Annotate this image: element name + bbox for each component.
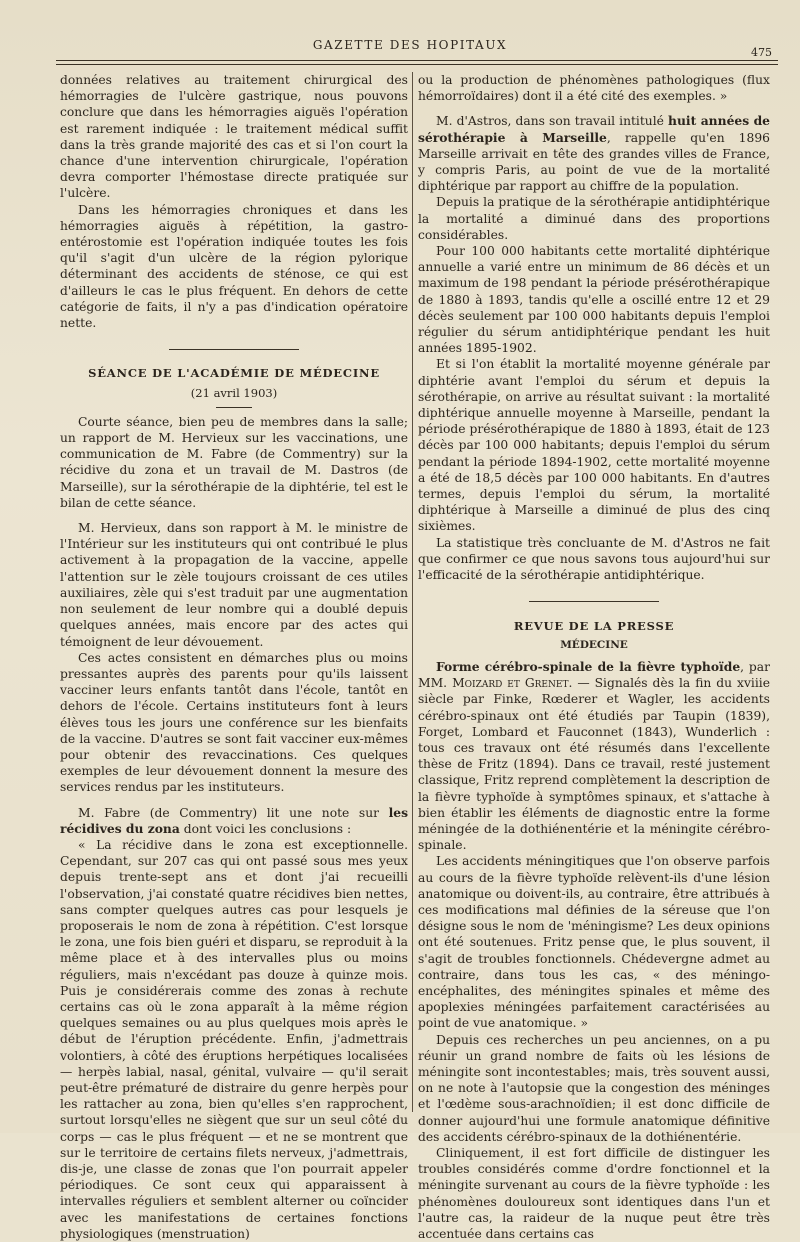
- typhoid-authors: Moizard et Grenet: [452, 676, 569, 691]
- section-separator-2: [418, 593, 770, 609]
- section-subtitle-medecine: MÉDECINE: [560, 638, 628, 651]
- paragraph-fabre-quote: « La récidive dans le zona est exceptionnelle. Cependant, sur 207 cas qui ont passé sous mes yeux depuis trente-sept ans et dont j'ai recueilli l'observation, j'ai constaté quatre récidives bien nettes, sans compter quelques autres cas pour lesquels je proposerais le nom de zona à répétition. C'est lorsque le zona, une fois bien guéri et disparu, se reproduit à la même place et à des intervalles plus ou moins réguliers, mais n'excédant pas douze à quinze mois. Puis je considérerais comme des zonas à rechute certains cas où le zona apparaît à la même région quelques semaines ou au plus quelques mois après le début de l'éruption précédente. Enfin, j'admettrais volontiers, à côté des éruptions herpétiques localisées — herpès labial, nasal, génital, vulvaire — qu'il serait peut-être prématuré de distraire du genre herpès pour les rattacher au zona, bien qu'elles s'en rapprochent, surtout lorsqu'elles ne siègent que sur un seul côté du corps — cas le plus fréquent — et ne se montrent que sur le territoire de certains filets nerveux, j'admettrais, dis-je, une classe de zonas que l'on pourrait appeler périodiques. Ce sont ceux qui apparaissent à intervalles réguliers et semblent alterner ou coïncider avec les manifestations de certaines fonctions physiologiques (menstruation): [60, 837, 408, 1241]
- astros-title: huit années de sérothérapie à Marseille: [418, 113, 771, 145]
- section-title-academie: SÉANCE DE L'ACADÉMIE DE MÉDECINE: [88, 366, 380, 381]
- section-title-revue: REVUE DE LA PRESSE: [513, 618, 675, 633]
- header-rule-top: [56, 60, 778, 61]
- masthead-title: GAZETTE DES HOPITAUX: [312, 38, 508, 52]
- astros-lead: M. d'Astros, dans son travail intitulé: [436, 114, 669, 129]
- page-number: 475: [751, 46, 772, 59]
- fabre-lead: M. Fabre (de Commentry) lit une note sur: [78, 805, 389, 820]
- paragraph-chronic-hemorrhage: Dans les hémorragies chroniques et dans les hémorragies aiguës à répétition, la gastro-entérostomie est l'opération indiquée toutes les fois qu'il s'agit d'un ulcère de la région pylorique déterminant des accidents de sténose, ce qui est d'ailleurs le cas le plus fréquent. En dehors de cette catégorie de faits, il n'y a pas d'indication opératoire nette.: [60, 202, 408, 331]
- right-column: [418, 72, 770, 1242]
- paragraph-instituteurs: Ces actes consistent en démarches plus ou moins pressantes auprès des parents pour qu'ils laissent vacciner leurs enfants tantôt dans l'école, tantôt en dehors de l'école. Certains instituteurs font à leurs élèves tous les jours une conférence sur les bienfaits de la vaccine. D'autres se sont fait vacciner eux-mêmes pour obtenir des revaccinations. Ces quelques exemples de leur dévouement donnent la mesure des services rendus par les instituteurs.: [60, 650, 408, 795]
- fabre-topic: les récidives du zona: [60, 804, 408, 836]
- paragraph-meningitic: Les accidents méningitiques que l'on observe parfois au cours de la fièvre typhoïde relèvent-ils d'une lésion anatomique ou doivent-ils, au contraire, être attribués à ces modifications mal définies de la séreuse que l'on désigne sous le nom de 'méningisme? Les deux opinions ont été soutenues. Fritz pense que, le plus souvent, il s'agit de troubles fonctionnels. Chédevergne admet au contraire, dans tous les cas, « des méningo-encéphalites, des méningites spinales et même des apoplexies méningées parfaitement caractérisées au point de vue anatomique. »: [418, 854, 770, 1031]
- paragraph-mortality-average: Et si l'on établit la mortalité moyenne générale par diphtérie avant l'emploi du sérum et depuis la sérothérapie, on arrive au résultat suivant : la mortalité diphtérique annuelle moyenne à Marseille, pendant la période présérothérapique de 1880 à 1893, était de 123 décès par 100 000 habitants; depuis l'emploi du sérum pendant la période 1894-1902, cette mortalité moyenne a été de 18,5 décès par 100 000 habitants. En d'autres termes, depuis l'emploi du sérum, la mortalité diphtérique à Marseille a diminué de plus des cinq sixièmes.: [418, 357, 770, 534]
- paragraph-hervieux: M. Hervieux, dans son rapport à M. le ministre de l'Intérieur sur les instituteurs qui ont contribué le plus activement à la propagation de la vaccine, appelle l'attention sur le zèle toujours croissant de ces utiles auxiliaires, zèle qui s'est traduit par une augmentation non seulement de leur nombre qui a doublé depuis quelques années, mais encore par des actes qui témoignent de leur dévouement.: [60, 521, 408, 649]
- astros-tail: , rappelle qu'en 1896 Marseille arrivait en tête des grandes villes de France, y compris Paris, au point de vue de la mortalité diphtérique par rapport au chiffre de la population.: [418, 130, 770, 194]
- header-rule-bottom: [56, 64, 778, 65]
- paragraph-statistics: La statistique très concluante de M. d'Astros ne fait que confirmer ce que nous savons tous aujourd'hui sur l'efficacité de la sérothérapie antidiphtérique.: [418, 535, 770, 583]
- short-rule: [216, 407, 252, 408]
- paragraph-quote-end: ou la production de phénomènes pathologiques (flux hémorroïdaires) dont il a été cité des exemples. »: [418, 73, 770, 104]
- paragraph-fabre-intro: [60, 805, 408, 837]
- column-divider: [412, 72, 413, 1112]
- paragraph-typhoid-intro: [418, 659, 770, 853]
- paragraph-seance-summary: Courte séance, bien peu de membres dans la salle; un rapport de M. Hervieux sur les vaccinations, une communication de M. Fabre (de Commentry) sur la récidive du zona et un travail de M. Dastros (de Marseille), sur la sérothérapie de la diphtérie, tel est le bilan de cette séance.: [60, 414, 408, 510]
- typhoid-body: . — Signalés dès la fin du xviiie siècle par Finke, Rœderer et Wagler, les accidents cérébro-spinaux ont été étudiés par Taupin (1839), Forget, Lombard et Fauconnet (1843), Wunderlich : tous ces travaux ont été résumés dans l'excellente thèse de Fritz (1894). Dans ce travail, resté justement classique, Fritz reprend complètement la description de la fièvre typhoïde à symptômes spinaux, et s'attache à bien établir les éléments de diagnostic entre la forme méningée de la dothiénentérie et la méningite cérébro-spinale.: [418, 676, 770, 853]
- fabre-tail: dont voici les conclusions :: [179, 821, 352, 836]
- section-separator: [60, 341, 408, 357]
- section-date: (21 avril 1903): [190, 385, 278, 400]
- paragraph-recherches: Depuis ces recherches un peu anciennes, on a pu réunir un grand nombre de faits où les lésions de méningite sont incontestables; mais, très souvent aussi, on ne note à l'autopsie que la congestion des méninges et l'œdème sous-arachnoïdien; il est donc difficile de donner aujourd'hui une formule anatomique définitive des accidents cérébro-spinaux de la dothiénentérie.: [418, 1032, 770, 1144]
- paragraph-mortality-range: Pour 100 000 habitants cette mortalité diphtérique annuelle a varié entre un minimum de 86 décès et un maximum de 198 pendant la période présérothérapique de 1880 à 1893, tandis qu'elle a oscillé entre 12 et 29 décès seulement par 100 000 habitants depuis l'emploi régulier du sérum antidiphtérique pendant les huit années 1895-1902.: [418, 244, 770, 356]
- paragraph-astros-intro: [418, 113, 770, 194]
- typhoid-title: Forme cérébro-spinale de la fièvre typhoïde: [436, 658, 741, 674]
- paragraph-serotherapie: Depuis la pratique de la sérothérapie antidiphtérique la mortalité a diminué dans des proportions considérables.: [418, 195, 770, 242]
- typhoid-by: , par MM.: [418, 659, 770, 691]
- paragraph-clinique: Cliniquement, il est fort difficile de distinguer les troubles considérés comme d'ordre fonctionnel et la méningite survenant au cours de la fièvre typhoïde : les phénomènes douloureux sont identiques dans l'un et l'autre cas, la raideur de la nuque peut être très accentuée dans certains cas: [418, 1146, 770, 1242]
- left-column: [60, 72, 408, 1242]
- paragraph-ulcer-conclusion: données relatives au traitement chirurgical des hémorragies de l'ulcère gastrique, nous pouvons conclure que dans les hémorragies aiguës l'opération est rarement indiquée : le traitement médical suffit dans la très grande majorité des cas et si l'on court la chance d'une intervention chirurgicale, l'opération devra comporter l'hémostase directe pratiquée sur l'ulcère.: [60, 73, 408, 201]
